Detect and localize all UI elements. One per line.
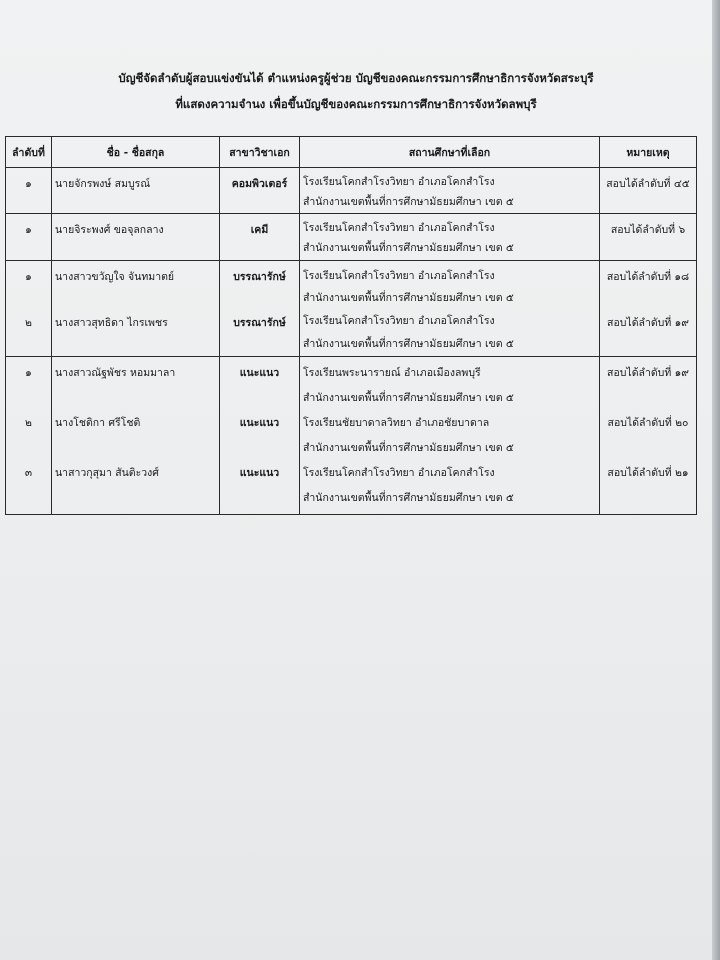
school-name: โรงเรียนพระนารายณ์ อำเภอเมืองลพบุรี [303,367,481,379]
education-office: สำนักงานเขตพื้นที่การศึกษามัธยมศึกษา เขต ๕ [303,492,514,504]
school-name: โรงเรียนโคกสำโรงวิทยา อำเภอโคกสำโรง [303,315,495,327]
exam-rank-note: สอบได้ลำดับที่ ๑๙ [607,317,689,329]
header-order: ลำดับที่ [6,137,52,168]
candidate-name: นายจิระพงศ์ ขอจุลกลาง [55,224,164,236]
candidate-table [5,136,697,515]
document-title-line-1: บัญชีจัดลำดับผู้สอบแข่งขันได้ ตำแหน่งครูผู้ช่วย บัญชีของคณะกรรมการศึกษาธิการจังหวัดสระบุรี [118,71,594,85]
header-note: หมายเหตุ [600,137,697,168]
school-name: โรงเรียนชัยบาดาลวิทยา อำเภอชัยบาดาล [303,417,490,429]
table-row [6,168,697,214]
education-office: สำนักงานเขตพื้นที่การศึกษามัธยมศึกษา เขต ๕ [303,392,514,404]
school-name: โรงเรียนโคกสำโรงวิทยา อำเภอโคกสำโรง [303,467,495,479]
exam-rank-note: สอบได้ลำดับที่ ๖ [610,224,686,236]
candidate-major: คอมพิวเตอร์ [231,178,288,190]
exam-rank-note: สอบได้ลำดับที่ ๑๙ [607,367,689,379]
candidate-name: นายจักรพงษ์ สมบูรณ์ [55,178,151,190]
education-office: สำนักงานเขตพื้นที่การศึกษามัธยมศึกษา เขต ๕ [303,242,514,254]
exam-rank-note: สอบได้ลำดับที่ ๑๘ [606,271,690,283]
document-title-line-2: ที่แสดงความจำนง เพื่อขึ้นบัญชีของคณะกรรมการศึกษาธิการจังหวัดลพบุรี [175,97,537,111]
education-office: สำนักงานเขตพื้นที่การศึกษามัธยมศึกษา เขต ๕ [303,442,514,454]
order-number: ๑ [25,224,32,236]
table-row [6,357,697,515]
header-name: ชื่อ - ชื่อสกุล [52,137,220,168]
header-school: สถานศึกษาที่เลือก [300,137,600,168]
school-name: โรงเรียนโคกสำโรงวิทยา อำเภอโคกสำโรง [303,176,495,188]
order-number: ๒ [25,417,32,429]
paper-edge-shadow [712,0,720,960]
candidate-major: เคมี [250,224,269,236]
order-number: ๑ [25,271,32,283]
candidate-name: นางสาวสุทธิดา ไกรเพชร [55,317,168,329]
exam-rank-note: สอบได้ลำดับที่ ๒๑ [607,467,689,479]
exam-rank-note: สอบได้ลำดับที่ ๔๕ [606,178,690,190]
order-number: ๓ [24,467,33,479]
education-office: สำนักงานเขตพื้นที่การศึกษามัธยมศึกษา เขต ๕ [303,196,514,208]
school-name: โรงเรียนโคกสำโรงวิทยา อำเภอโคกสำโรง [303,222,495,234]
candidate-name: นางสาวณัฐพัชร หอมมาลา [55,367,176,379]
order-number: ๑ [25,178,32,190]
candidate-name: นางโชติกา ศรีโชติ [55,417,141,429]
candidate-name: นาสาวกุสุมา สันติะวงศ์ [55,467,159,479]
candidate-major: แนะแนว [239,417,280,429]
candidate-major: บรรณารักษ์ [233,317,286,329]
school-name: โรงเรียนโคกสำโรงวิทยา อำเภอโคกสำโรง [303,270,495,282]
header-major: สาขาวิชาเอก [220,137,300,168]
table-header-row [6,137,697,168]
candidate-major: บรรณารักษ์ [233,271,286,283]
candidate-major: แนะแนว [239,467,280,479]
candidate-major: แนะแนว [239,367,280,379]
table-row [6,214,697,261]
order-number: ๒ [25,317,32,329]
order-number: ๑ [25,367,32,379]
table-row [6,261,697,357]
exam-rank-note: สอบได้ลำดับที่ ๒๐ [607,417,689,429]
education-office: สำนักงานเขตพื้นที่การศึกษามัธยมศึกษา เขต ๕ [303,338,514,350]
candidate-name: นางสาวขวัญใจ จันทมาตย์ [55,271,175,283]
education-office: สำนักงานเขตพื้นที่การศึกษามัธยมศึกษา เขต ๕ [303,292,514,304]
